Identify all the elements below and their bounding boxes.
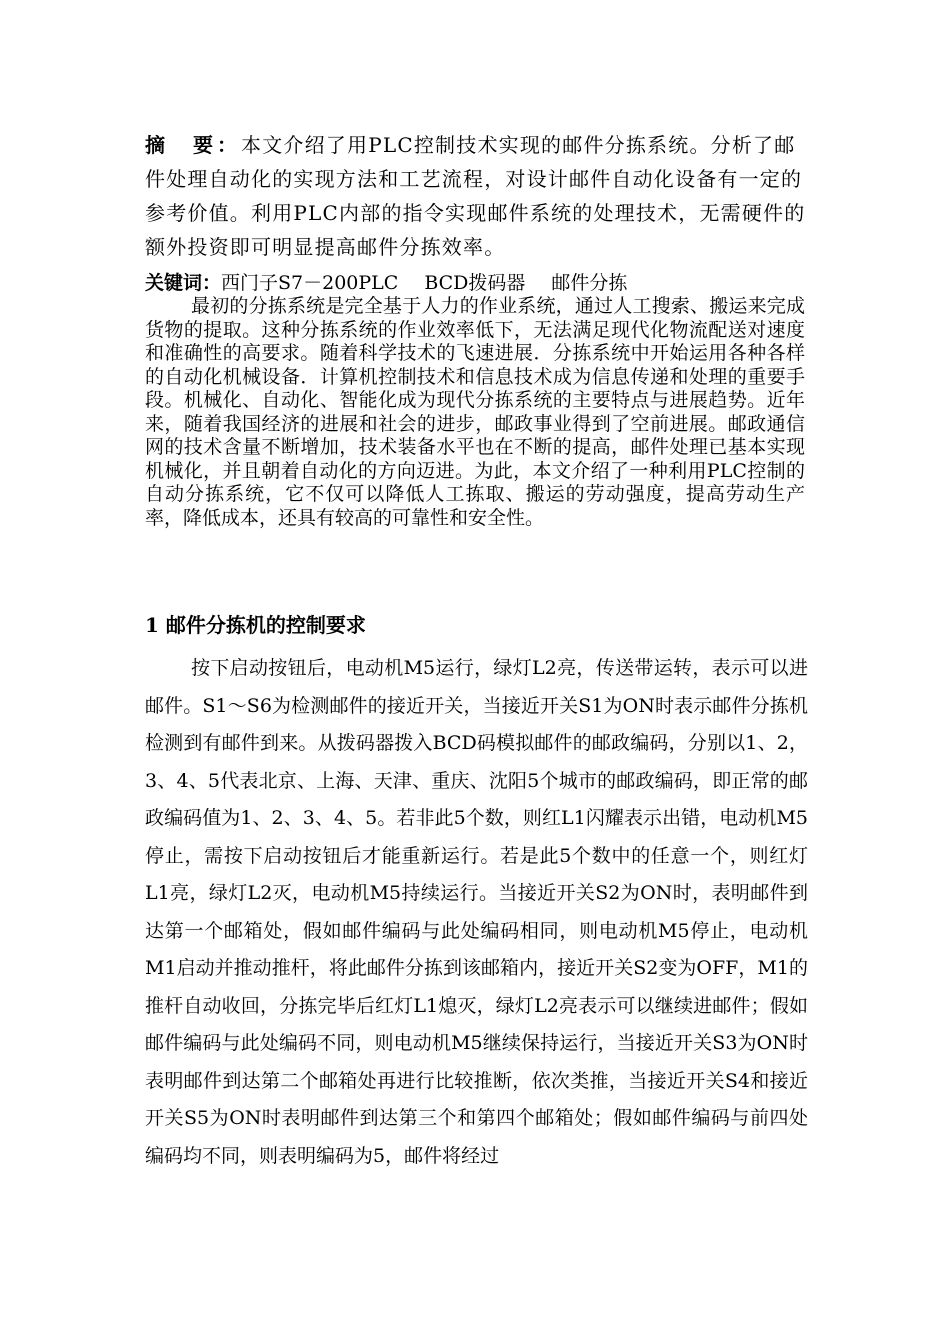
abstract-paragraph [145,128,810,264]
keywords-line [145,270,810,296]
keywords-label: 关键词： [145,272,222,294]
section-heading: 1 邮件分拣机的控制要求 [145,613,366,637]
keyword-item: BCD拨码器 [424,272,526,294]
abstract-text: 本文介绍了用PLC控制技术实现的邮件分拣系统。分析了邮件处理自动化的实现方法和工艺流程，对设计邮件自动化设备有一定的参考价值。利用PLC内部的指令实现邮件系统的处理技术，无需硬件的额外投资即可明显提高邮件分拣效率。 [145,133,806,259]
keyword-item: 邮件分拣 [551,272,628,294]
keyword-item: 西门子S7－200PLC [221,272,399,294]
section-body-paragraph: 按下启动按钮后，电动机M5运行，绿灯L2亮，传送带运转，表示可以进邮件。S1～S6为检测邮件的接近开关，当接近开关S1为ON时表示邮件分拣机检测到有邮件到来。从拨码器拨入BCD码模拟邮件的邮政编码，分别以1、2，3、4、5代表北京、上海、天津、重庆、沈阳5个城市的邮政编码，即正常的邮政编码值为1、2、3、4、5。若非此5个数，则红L1闪耀表示出错，电动机M5停止，需按下启动按钮后才能重新运行。若是此5个数中的任意一个，则红灯L1亮，绿灯L2灭，电动机M5持续运行。当接近开关S2为ON时，表明邮件到达第一个邮箱处，假如邮件编码与此处编码相同，则电动机M5停止，电动机M1启动并推动推杆，将此邮件分拣到该邮箱内，接近开关S2变为OFF，M1的推杆自动收回，分拣完毕后红灯L1熄灭，绿灯L2亮表示可以继续进邮件；假如邮件编码与此处编码不同，则电动机M5继续保持运行，当接近开关S3为ON时表明邮件到达第二个邮箱处再进行比较推断，依次类推，当接近开关S4和接近开关S5为ON时表明邮件到达第三个和第四个邮箱处；假如邮件编码与前四处编码均不同，则表明编码为5，邮件将经过 [145,657,808,1167]
intro-paragraph: 最初的分拣系统是完全基于人力的作业系统，通过人工搜索、搬运来完成货物的提取。这种分拣系统的作业效率低下，无法满足现代化物流配送对速度和准确性的高要求。随着科学技术的飞速进展．分拣系统中开始运用各种各样的自动化机械设备．计算机控制技术和信息技术成为信息传递和处理的重要手段。机械化、自动化、智能化成为现代分拣系统的主要特点与进展趋势。近年来，随着我国经济的进展和社会的进步，邮政事业得到了空前进展。邮政通信网的技术含量不断增加，技术装备水平也在不断的提高，邮件处理已基本实现机械化，并且朝着自动化的方向迈进。为此，本文介绍了一种利用PLC控制的自动分拣系统，它不仅可以降低人工拣取、搬运的劳动强度，提高劳动生产率，降低成本，还具有较高的可靠性和安全性。 [145,295,805,529]
abstract-label: 摘 要： [145,133,241,157]
